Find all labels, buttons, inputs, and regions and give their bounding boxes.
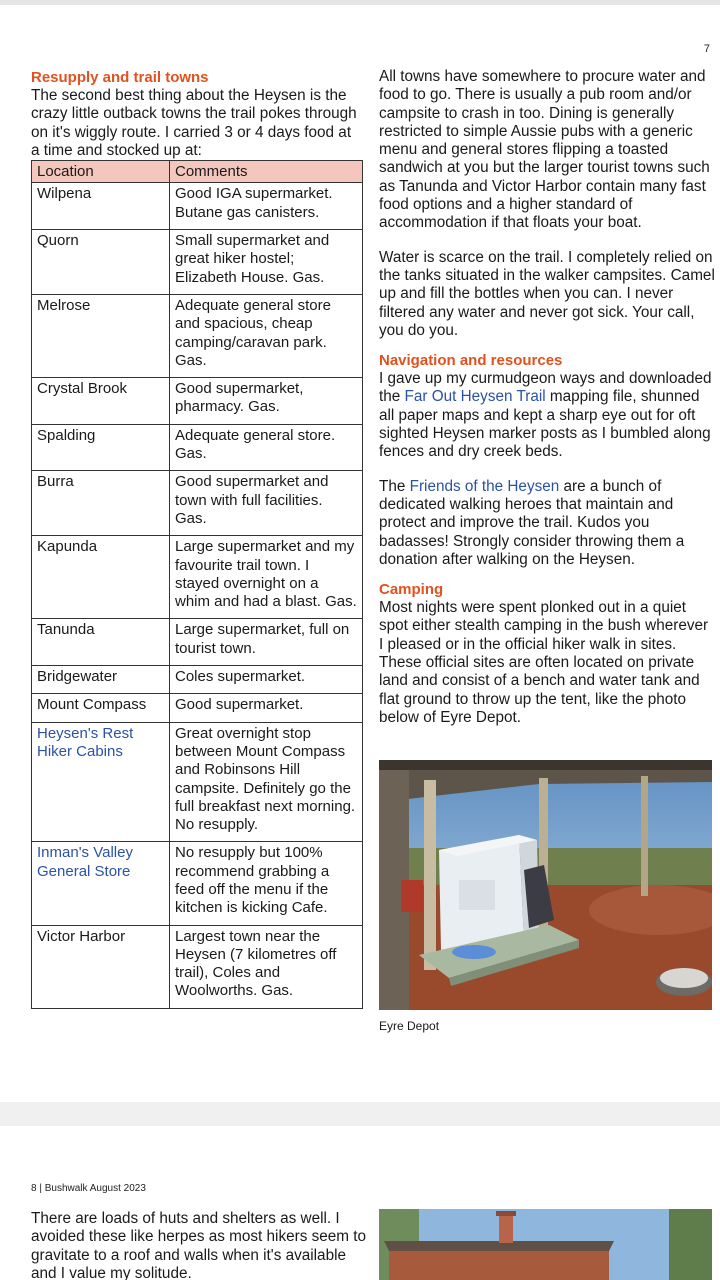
- navigation-paragraph-1: [379, 370, 715, 461]
- cell-location: Melrose: [32, 294, 170, 377]
- cell-location: Bridgewater: [32, 666, 170, 694]
- cell-location: Kapunda: [32, 536, 170, 619]
- cell-location: Burra: [32, 471, 170, 536]
- table-row: [32, 378, 363, 425]
- camping-heading: Camping: [379, 581, 444, 599]
- cell-location: Quorn: [32, 230, 170, 295]
- towns-paragraph: All towns have somewhere to procure water and food to go. There is usually a pub room and/or campsite to crash in too. Dining is generally restricted to simple Aussie pubs with a generic menu and general stores flipping a toasted sandwich at you but the larger tourist towns such as Tanunda and Victor Harbor contain many fast food options and a higher standard of accommodation if that floats your boat.: [379, 68, 710, 232]
- resupply-table: [31, 160, 363, 1009]
- page-number-8: 8: [31, 1183, 37, 1194]
- resupply-intro: The second best thing about the Heysen is the crazy little outback towns the trail pokes through on it's wiggly route. I carried 3 or 4 days food at a time and stocked up at:: [31, 87, 357, 159]
- nav-text-2b: are a bunch of dedicated walking heroes that maintain and protect and improve the trail. Kudos you badasses! Strongly consider throwing them a donation after walking on the Heysen.: [379, 477, 685, 568]
- table-row: [32, 666, 363, 694]
- building-image: [379, 1209, 712, 1280]
- nav-text-1b: mapping file, shunned all paper maps and kept a sharp eye out for oft sighted Heysen marker posts as I bumbled along fences and dry creek beds.: [379, 388, 711, 461]
- cell-comment: Adequate general store and spacious, cheap camping/caravan park. Gas.: [170, 294, 363, 377]
- table-row: [32, 842, 363, 925]
- right-column: [379, 68, 715, 1033]
- table-header-row: [32, 161, 363, 183]
- left-column: [31, 69, 363, 1009]
- table-row: [32, 722, 363, 842]
- cell-location[interactable]: Heysen's Rest Hiker Cabins: [32, 722, 170, 842]
- header-location: Location: [32, 161, 170, 183]
- photo-caption: Eyre Depot: [379, 1019, 440, 1034]
- cell-comment: Large supermarket, full on tourist town.: [170, 619, 363, 666]
- nav-text-2a: The: [379, 477, 410, 495]
- header-comments: Comments: [170, 161, 363, 183]
- cell-comment: Small supermarket and great hiker hostel; Elizabeth House. Gas.: [170, 230, 363, 295]
- cell-comment: Large supermarket and my favourite trail town. I stayed overnight on a whim and had a blast. Gas.: [170, 536, 363, 619]
- cell-location: Mount Compass: [32, 694, 170, 722]
- table-row: [32, 183, 363, 230]
- table-row: [32, 619, 363, 666]
- far-out-link[interactable]: Far Out Heysen Trail: [404, 388, 546, 406]
- table-row: [32, 424, 363, 471]
- table-row: [32, 536, 363, 619]
- navigation-heading: Navigation and resources: [379, 352, 563, 370]
- cell-location: Tanunda: [32, 619, 170, 666]
- friends-of-heysen-link[interactable]: Friends of the Heysen: [409, 477, 560, 495]
- cell-comment: Coles supermarket.: [170, 666, 363, 694]
- table-row: [32, 294, 363, 377]
- page-8: [0, 1126, 720, 1280]
- building-photo: [379, 1209, 712, 1280]
- campsite-shelter-image: [379, 760, 712, 1010]
- cell-location: Wilpena: [32, 183, 170, 230]
- cell-location: Crystal Brook: [32, 378, 170, 425]
- cell-comment: Great overnight stop between Mount Compass and Robinsons Hill campsite. Definitely go the full breakfast next morning. No resupply.: [170, 722, 363, 842]
- cell-comment: Largest town near the Heysen (7 kilometres off trail), Coles and Woolworths. Gas.: [170, 925, 363, 1008]
- cell-comment: Good supermarket.: [170, 694, 363, 722]
- navigation-paragraph-2: [379, 478, 715, 569]
- cell-comment: Good supermarket, pharmacy. Gas.: [170, 378, 363, 425]
- table-row: [32, 925, 363, 1008]
- page-number: 7: [703, 43, 710, 55]
- nav-text-1a: I gave up my curmudgeon ways and downloaded the: [379, 370, 712, 406]
- cell-comment: No resupply but 100% recommend grabbing a feed off the menu if the kitchen is kicking Cafe.: [170, 842, 363, 925]
- cell-location: Spalding: [32, 424, 170, 471]
- camping-paragraph: Most nights were spent plonked out in a quiet spot either stealth camping in the bush wherever I pleased or in the official hiker walk in sites. These official sites are often located on private land and consist of a bench and water tank and flat ground to throw up the tent, like the photo below of Eyre Depot.: [379, 599, 709, 726]
- water-paragraph: Water is scarce on the trail. I completely relied on the tanks situated in the walker campsites. Camel up and fill the bottles when you can. I never filtered any water and never got sick. Your call, you do you.: [379, 248, 715, 339]
- cell-comment: Adequate general store. Gas.: [170, 424, 363, 471]
- page-7: [0, 5, 720, 1102]
- cell-comment: Good supermarket and town with full facilities. Gas.: [170, 471, 363, 536]
- huts-paragraph: There are loads of huts and shelters as well. I avoided these like herpes as most hikers seem to gravitate to a roof and walls when it's available and I value my solitude.: [31, 1210, 367, 1280]
- cell-comment: Good IGA supermarket. Butane gas canisters.: [170, 183, 363, 230]
- page-gap: [0, 1102, 720, 1126]
- cell-location[interactable]: Inman's Valley General Store: [32, 842, 170, 925]
- resupply-heading: Resupply and trail towns: [31, 69, 209, 86]
- table-row: [32, 471, 363, 536]
- page-footer-header: [31, 1183, 146, 1194]
- cell-location: Victor Harbor: [32, 925, 170, 1008]
- separator: |: [39, 1183, 42, 1194]
- table-row: [32, 694, 363, 722]
- publication-name: Bushwalk August 2023: [44, 1183, 146, 1194]
- eyre-depot-photo: [379, 760, 712, 1010]
- table-row: [32, 230, 363, 295]
